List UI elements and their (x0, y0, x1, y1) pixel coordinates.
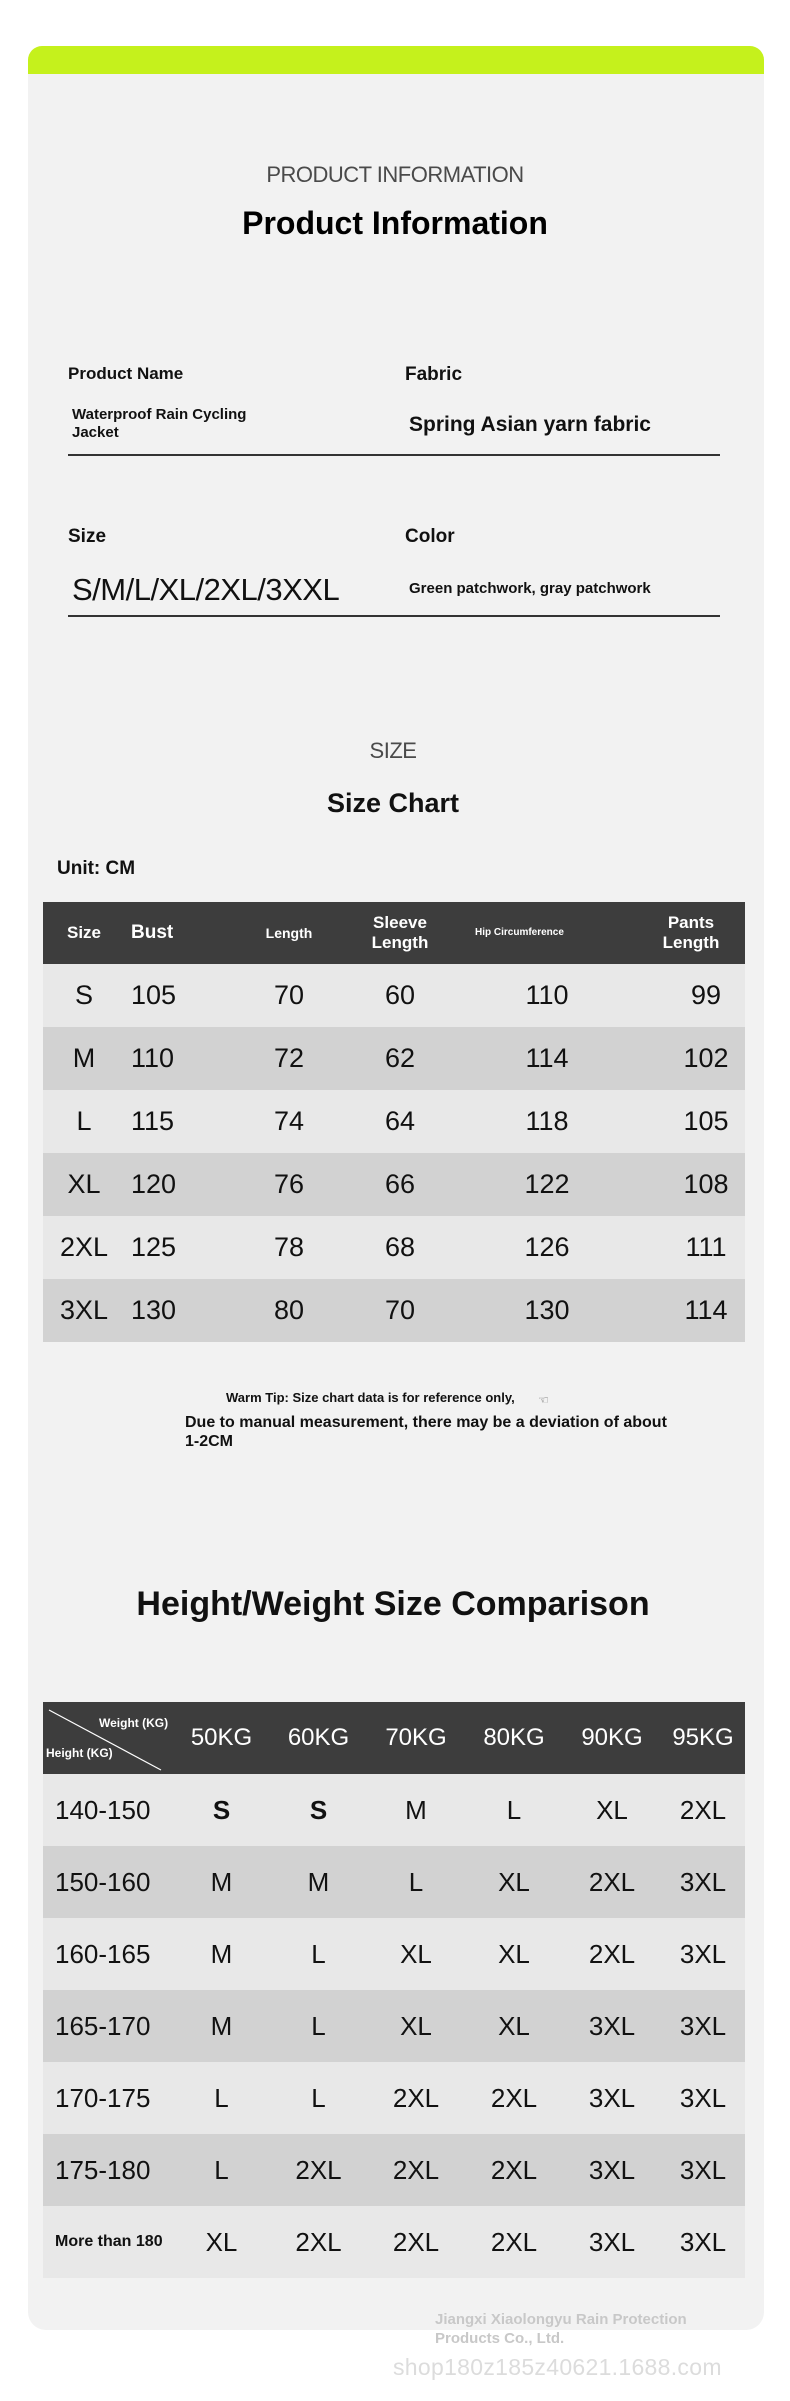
hw-size-cell: 3XL (588, 2226, 636, 2257)
size-table-row (43, 1027, 745, 1090)
size-table-cell: 76 (273, 1169, 305, 1199)
hw-size-cell: 2XL (490, 2226, 538, 2257)
hw-size-cell: M (210, 2010, 233, 2041)
size-table-row (43, 1090, 745, 1153)
hw-size-table (43, 1702, 745, 2280)
hw-size-cell: L (214, 2082, 229, 2113)
size-subtitle: SIZE (369, 738, 417, 763)
size-table-cell: 118 (525, 1106, 569, 1136)
hw-size-cell: 3XL (679, 2082, 727, 2113)
size-label: Size (68, 526, 107, 547)
size-table-cell: 122 (524, 1169, 570, 1199)
size-chart-table (43, 902, 745, 1346)
shop-url[interactable]: shop180z185z40621.1688.com (393, 2354, 722, 2380)
weight-header: 60KG (287, 1724, 350, 1751)
size-table-cell: 105 (683, 1106, 729, 1136)
size-table-cell: 66 (384, 1169, 416, 1199)
size-table-cell: 115 (131, 1106, 175, 1136)
hw-size-cell: L (311, 1938, 326, 1969)
size-table-cell: 74 (273, 1106, 305, 1136)
hw-size-cell: XL (498, 1866, 530, 1897)
unit-label: Unit: CM (57, 858, 136, 879)
size-table-cell: 70 (384, 1295, 416, 1325)
size-table-cell: 130 (131, 1295, 177, 1325)
col-pants-header: Pants Length (662, 913, 720, 952)
height-range-cell: 160-165 (55, 1938, 151, 1969)
hw-table-header (43, 1702, 745, 1774)
size-table-cell: 64 (384, 1106, 416, 1136)
product-name-value: Waterproof Rain Cycling Jacket (72, 406, 247, 441)
weight-header: 70KG (385, 1724, 447, 1751)
size-table-header (43, 902, 745, 964)
hw-size-cell: XL (498, 2010, 530, 2041)
size-table-cell: 120 (131, 1169, 177, 1199)
fabric-label: Fabric (405, 364, 463, 385)
height-range-cell: 170-175 (55, 2082, 151, 2113)
hw-table-row (43, 1918, 745, 1990)
size-value: S/M/L/XL/2XL/3XXL (72, 572, 340, 607)
col-length-header: Length (265, 925, 313, 941)
hw-size-cell: 2XL (679, 1794, 727, 1825)
color-label: Color (405, 526, 455, 547)
hw-size-cell: XL (400, 1938, 432, 1969)
hw-size-cell: 2XL (490, 2082, 538, 2113)
size-table-row (43, 1279, 745, 1342)
hw-size-cell: S (212, 1794, 231, 1825)
hw-size-cell: 2XL (588, 1866, 636, 1897)
height-range-cell: More than 180 (55, 2233, 163, 2250)
hw-corner-height: Height (KG) (46, 1746, 113, 1760)
size-table-cell: 125 (131, 1232, 177, 1262)
size-table-cell: 60 (384, 980, 416, 1010)
size-table-cell: XL (67, 1169, 101, 1199)
hw-table-row (43, 1846, 745, 1918)
hw-size-cell: L (408, 1866, 424, 1897)
hw-size-cell: M (210, 1866, 233, 1897)
hw-table-row (43, 1774, 745, 1846)
weight-header: 50KG (190, 1724, 253, 1751)
hw-size-cell: 3XL (679, 1938, 727, 1969)
hw-size-cell: XL (205, 2226, 238, 2257)
product-info-subtitle: PRODUCT INFORMATION (266, 162, 524, 187)
size-table-row (43, 964, 745, 1027)
hw-table-row (43, 2062, 745, 2134)
hw-size-cell: 3XL (588, 2010, 636, 2041)
hw-size-cell: 2XL (295, 2154, 342, 2185)
hw-size-cell: 2XL (588, 1938, 636, 1969)
hw-size-cell: 3XL (679, 1866, 727, 1897)
col-size-header: Size (66, 923, 102, 942)
weight-header: 80KG (483, 1724, 545, 1751)
hw-size-cell: 3XL (679, 2226, 727, 2257)
size-table-cell: S (74, 980, 93, 1010)
size-table-cell: 78 (273, 1232, 305, 1262)
product-row-divider-1 (68, 454, 720, 456)
measurement-note: Due to manual measurement, there may be a deviation of about 1-2CM (185, 1414, 667, 1450)
hw-size-cell: XL (498, 1938, 530, 1969)
size-table-cell: 114 (684, 1295, 728, 1325)
product-name-label: Product Name (68, 364, 184, 383)
size-table-cell: 114 (525, 1043, 569, 1073)
col-hip-header: Hip Circumference (475, 927, 564, 938)
size-table-cell: 110 (131, 1043, 175, 1073)
size-table-cell: 62 (384, 1043, 416, 1073)
weight-header: 95KG (672, 1724, 734, 1751)
hw-table-row (43, 2134, 745, 2206)
col-sleeve-header: Sleeve Length (371, 913, 429, 952)
size-table-cell: M (72, 1043, 96, 1073)
hw-size-cell: 3XL (588, 2082, 636, 2113)
size-table-cell: 72 (273, 1043, 305, 1073)
size-chart-title: Size Chart (326, 788, 460, 818)
hw-corner-weight: Weight (KG) (99, 1716, 169, 1730)
hw-size-cell: L (311, 2010, 326, 2041)
hw-size-cell: L (214, 2154, 229, 2185)
hw-table-row (43, 2206, 745, 2278)
cursor-icon: ☜ (538, 1393, 549, 1407)
size-table-row (43, 1153, 745, 1216)
size-table-cell: 105 (131, 980, 177, 1010)
diagonal-divider (43, 1702, 173, 1774)
height-range-cell: 175-180 (55, 2154, 151, 2185)
size-table-cell: 2XL (59, 1232, 109, 1262)
height-range-cell: 140-150 (55, 1794, 151, 1825)
hw-size-cell: XL (596, 1794, 628, 1825)
hw-size-cell: 2XL (490, 2154, 538, 2185)
hw-table-row (43, 1990, 745, 2062)
size-table-cell: 108 (683, 1169, 729, 1199)
warm-tip: Warm Tip: Size chart data is for reference only, (226, 1390, 515, 1405)
size-table-cell: 70 (273, 980, 305, 1010)
size-table-cell: 68 (384, 1232, 416, 1262)
size-table-cell: 80 (273, 1295, 305, 1325)
hw-size-cell: 2XL (392, 2226, 440, 2257)
hw-size-cell: 2XL (392, 2082, 440, 2113)
hw-size-cell: 3XL (588, 2154, 636, 2185)
product-row-divider-2 (68, 615, 720, 617)
col-bust-header: Bust (131, 922, 174, 943)
accent-bar (28, 46, 764, 74)
color-value: Green patchwork, gray patchwork (409, 580, 651, 597)
size-table-cell: 111 (685, 1232, 727, 1262)
hw-title: Height/Weight Size Comparison (136, 1585, 650, 1623)
height-range-cell: 150-160 (55, 1866, 151, 1897)
hw-size-cell: 2XL (392, 2154, 440, 2185)
weight-header: 90KG (581, 1724, 643, 1751)
hw-size-cell: L (506, 1794, 522, 1825)
hw-size-cell: L (311, 2082, 326, 2113)
hw-size-cell: M (210, 1938, 233, 1969)
fabric-value: Spring Asian yarn fabric (409, 413, 651, 436)
height-range-cell: 165-170 (55, 2010, 151, 2041)
size-table-cell: 3XL (59, 1295, 109, 1325)
size-table-row (43, 1216, 745, 1279)
size-table-cell: 102 (683, 1043, 729, 1073)
hw-size-cell: S (309, 1794, 328, 1825)
size-table-cell: 110 (525, 980, 569, 1010)
hw-size-cell: M (307, 1866, 330, 1897)
product-info-title: Product Information (242, 205, 548, 241)
size-table-cell: 126 (524, 1232, 570, 1262)
size-table-cell: L (76, 1106, 92, 1136)
hw-size-cell: 3XL (679, 2154, 727, 2185)
size-table-cell: 130 (524, 1295, 570, 1325)
company-name: Jiangxi Xiaolongyu Rain Protection Products Co., Ltd. (435, 2311, 687, 2347)
hw-size-cell: M (405, 1794, 427, 1825)
hw-size-cell: 2XL (295, 2226, 342, 2257)
hw-corner-cell (43, 1702, 173, 1774)
size-table-cell: 99 (690, 980, 722, 1010)
hw-size-cell: 3XL (679, 2010, 727, 2041)
hw-size-cell: XL (400, 2010, 432, 2041)
